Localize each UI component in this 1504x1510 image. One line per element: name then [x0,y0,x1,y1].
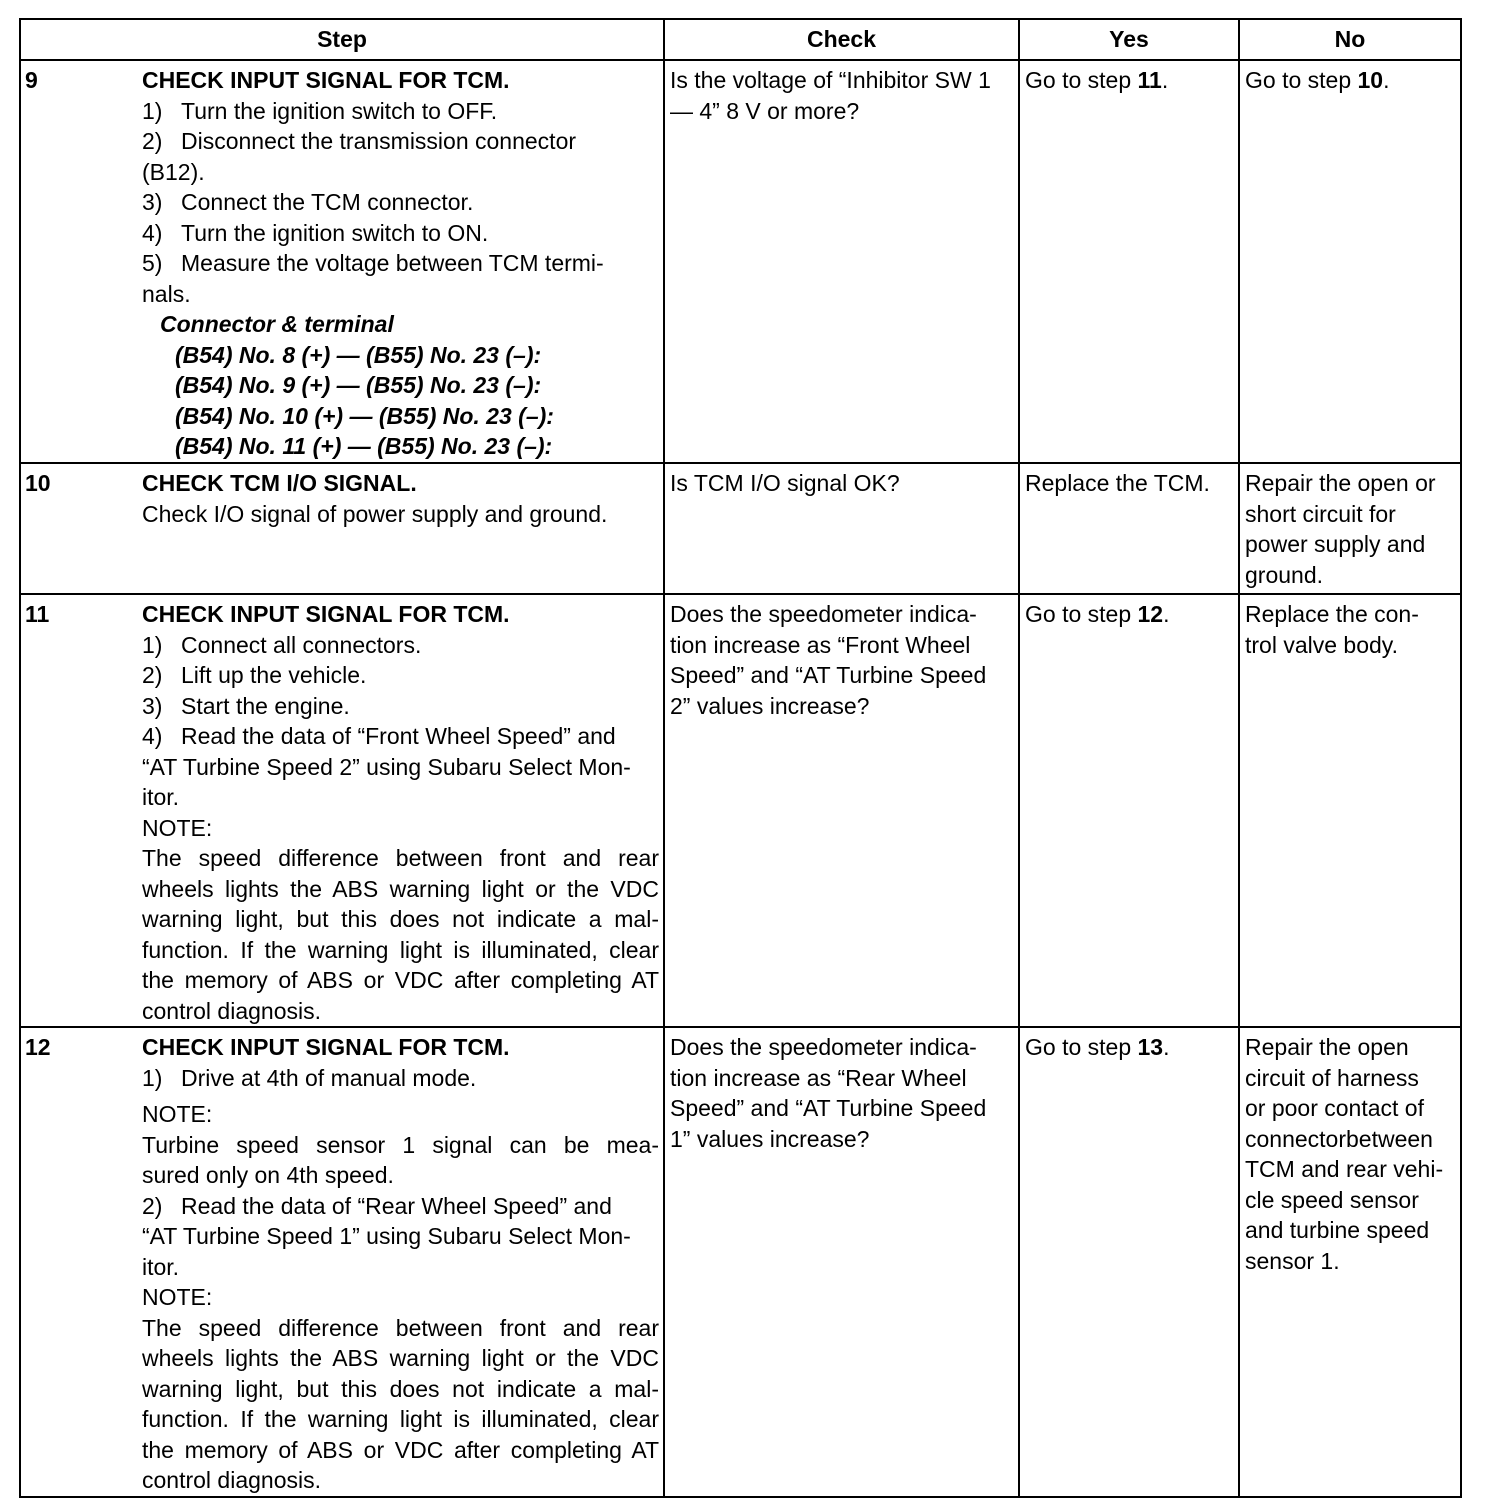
check-line: 2” values increase? [670,692,870,719]
note-label: NOTE: [142,1101,213,1127]
yes-text: Go to step [1025,67,1138,93]
note-line: wheels lights the ABS warning light or the VDC [142,1345,659,1371]
instruction-line: 3) Start the engine. [142,692,350,719]
instruction-line: 2) Lift up the vehicle. [142,662,367,688]
step-cell [20,594,664,1027]
no-line: cle speed sensor [1245,1186,1419,1213]
no-cell [1239,60,1461,463]
check-line: Speed” and “AT Turbine Speed [670,662,987,688]
no-line: trol valve body. [1245,631,1398,658]
step-title: CHECK TCM I/O SIGNAL. [142,470,417,496]
note-line: control diagnosis. [142,1467,321,1493]
step-number: 10 [25,470,51,496]
instruction-continuation: (B12). [142,158,205,185]
no-text: Go to step [1245,67,1358,93]
step-number: 9 [25,67,38,93]
table-row [20,1027,1461,1497]
note-line: sured only on 4th speed. [142,1162,394,1188]
check-line: tion increase as “Front Wheel [670,631,971,658]
yes-text: Go to step [1025,601,1138,627]
note-line: wheels lights the ABS warning light or the VDC [142,875,659,902]
note-line: control diagnosis. [142,997,321,1024]
no-line: short circuit for [1245,500,1396,527]
connector-heading: Connector & terminal [160,311,394,337]
step-title: CHECK INPUT SIGNAL FOR TCM. [142,601,510,627]
connector-item: (B54) No. 11 (+) — (B55) No. 23 (–): [175,433,553,459]
instruction-continuation: itor. [142,784,180,810]
no-line: connectorbetween [1245,1125,1433,1152]
note-line: Turbine speed sensor 1 signal can be mea- [142,1131,659,1158]
instruction-continuation: “AT Turbine Speed 1” using Subaru Select Mon- [142,1223,631,1249]
check-cell [664,60,1019,463]
note-line: The speed difference between front and rear [142,845,659,871]
no-line: power supply and [1245,531,1426,557]
check-line: Is the voltage of “Inhibitor SW 1 [670,67,991,93]
check-cell [664,463,1019,594]
yes-step-link: 11 [1137,67,1162,93]
step-cell [20,1027,664,1497]
note-line: the memory of ABS or VDC after completing AT [142,1436,659,1463]
yes-text: Go to step [1025,1034,1138,1060]
connector-item: (B54) No. 8 (+) — (B55) No. 23 (–): [175,341,542,368]
note-line: The speed difference between front and rear [142,1314,659,1341]
no-suffix: . [1383,67,1390,93]
yes-cell [1019,60,1239,463]
note-label: NOTE: [142,814,213,841]
note-label: NOTE: [142,1284,213,1310]
check-line: tion increase as “Rear Wheel [670,1064,967,1091]
yes-suffix: . [1163,601,1170,627]
table-row [20,60,1461,463]
instruction-continuation: “AT Turbine Speed 2” using Subaru Select Mon- [142,753,631,780]
step-number: 11 [25,601,50,627]
step-title: CHECK INPUT SIGNAL FOR TCM. [142,1034,510,1060]
check-line: Is TCM I/O signal OK? [670,470,900,496]
no-line: sensor 1. [1245,1247,1340,1274]
connector-item: (B54) No. 9 (+) — (B55) No. 23 (–): [175,372,542,398]
header-yes: Yes [1019,19,1239,60]
instruction-continuation: itor. [142,1253,180,1280]
yes-suffix: . [1163,1034,1170,1060]
yes-cell [1019,1027,1239,1497]
instruction-line: 1) Drive at 4th of manual mode. [142,1064,477,1091]
no-step-link: 10 [1357,67,1384,93]
instruction-line: 1) Turn the ignition switch to OFF. [142,97,498,124]
instruction-line: 4) Turn the ignition switch to ON. [142,219,489,246]
check-cell [664,1027,1019,1497]
table-header-row [20,19,1461,60]
step-body-text: Check I/O signal of power supply and ground. [142,500,608,527]
step-title: CHECK INPUT SIGNAL FOR TCM. [142,67,510,93]
yes-text: Replace the TCM. [1025,470,1210,496]
note-line: function. If the warning light is illuminated, clear [142,936,659,963]
no-cell [1239,1027,1461,1497]
instruction-line: 3) Connect the TCM connector. [142,189,474,215]
no-cell [1239,463,1461,594]
check-line: Does the speedometer indica- [670,1034,977,1060]
no-line: Repair the open or [1245,470,1436,496]
check-cell [664,594,1019,1027]
no-cell [1239,594,1461,1027]
step-cell [20,463,664,594]
yes-cell [1019,594,1239,1027]
no-line: or poor contact of [1245,1095,1424,1121]
no-line: Replace the con- [1245,601,1419,627]
check-line: — 4” 8 V or more? [670,97,860,124]
no-line: ground. [1245,561,1324,588]
yes-step-link: 13 [1137,1034,1164,1060]
yes-step-link: 12 [1137,601,1164,627]
instruction-line: 2) Read the data of “Rear Wheel Speed” and [142,1192,612,1219]
header-no: No [1239,19,1461,60]
no-line: Repair the open [1245,1034,1409,1060]
instruction-line: 4) Read the data of “Front Wheel Speed” and [142,723,616,749]
header-step: Step [20,19,664,60]
check-line: Does the speedometer indica- [670,601,977,627]
instruction-line: 5) Measure the voltage between TCM termi- [142,250,604,276]
instruction-line: 1) Connect all connectors. [142,631,422,658]
check-line: Speed” and “AT Turbine Speed [670,1095,987,1121]
instruction-continuation: nals. [142,280,191,307]
step-number: 12 [25,1034,51,1060]
yes-cell [1019,463,1239,594]
note-line: function. If the warning light is illuminated, clear [142,1406,659,1432]
instruction-line: 2) Disconnect the transmission connector [142,128,577,154]
table-row [20,594,1461,1027]
no-line: and turbine speed [1245,1217,1430,1243]
note-line: warning light, but this does not indicate a mal- [142,1375,659,1402]
note-line: warning light, but this does not indicate a mal- [142,906,659,932]
no-line: circuit of harness [1245,1064,1419,1091]
diagnostic-table [19,18,1462,1498]
no-line: TCM and rear vehi- [1245,1156,1444,1182]
header-check: Check [664,19,1019,60]
step-cell [20,60,664,463]
connector-item: (B54) No. 10 (+) — (B55) No. 23 (–): [175,402,554,429]
note-line: the memory of ABS or VDC after completing AT [142,967,659,993]
table-row [20,463,1461,594]
yes-suffix: . [1161,67,1169,93]
check-line: 1” values increase? [670,1125,870,1152]
